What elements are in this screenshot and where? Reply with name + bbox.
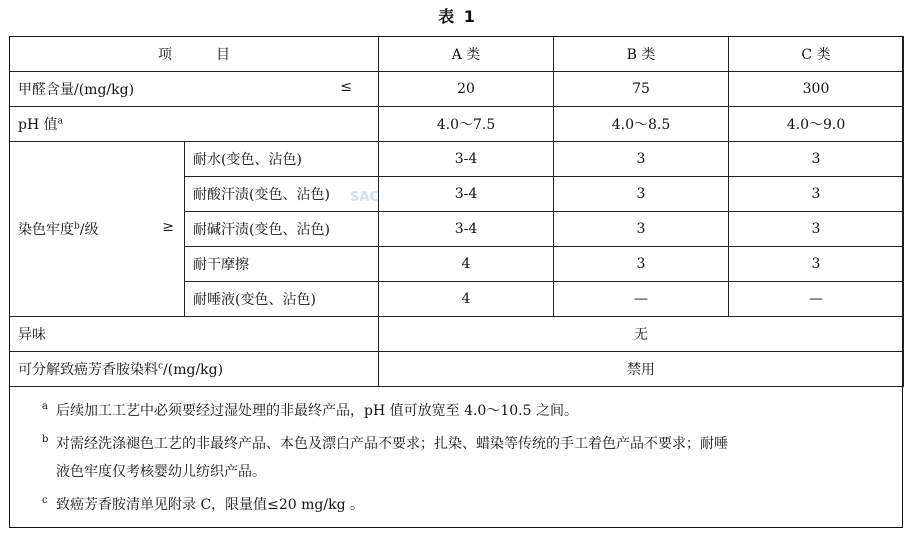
formaldehyde-a: 20	[379, 72, 554, 107]
footnote-c-mark: c	[42, 495, 48, 506]
sac-watermark: SAC	[350, 190, 379, 205]
table-frame	[9, 36, 903, 528]
fastness-item-c: 3	[729, 177, 904, 212]
fastness-item-c: —	[729, 282, 904, 317]
fastness-item-b: —	[554, 282, 729, 317]
fastness-item-b: 3	[554, 177, 729, 212]
fastness-item-a: 3-4	[379, 212, 554, 247]
fastness-item-b: 3	[554, 212, 729, 247]
formaldehyde-c: 300	[729, 72, 904, 107]
header-item-text: 项	[158, 47, 216, 63]
fastness-item-name: 耐唾液(变色、沾色)	[185, 282, 379, 317]
fastness-footnote-mark: b	[74, 221, 80, 232]
ph-footnote-mark: a	[57, 116, 63, 127]
formaldehyde-b: 75	[554, 72, 729, 107]
fastness-item-a: 4	[379, 247, 554, 282]
footnote-b-mark: b	[42, 434, 49, 445]
footnote-a-mark: a	[42, 401, 48, 412]
footnote-c-text: 致癌芳香胺清单见附录 C，限量值≤20 mg/kg 。	[56, 497, 365, 513]
amine-footnote-mark: c	[158, 361, 164, 372]
odor-value: 无	[379, 317, 904, 352]
fastness-limit: ≥	[162, 219, 174, 235]
formaldehyde-limit: ≤	[340, 79, 352, 95]
header-a: A 类	[379, 37, 554, 72]
fastness-label: 染色牢度	[18, 222, 74, 238]
formaldehyde-label: 甲醛含量/(mg/kg)	[18, 82, 135, 98]
fastness-item-a: 3-4	[379, 142, 554, 177]
fastness-item-c: 3	[729, 212, 904, 247]
amine-label: 可分解致癌芳香胺染料	[18, 362, 158, 378]
fastness-item-c: 3	[729, 247, 904, 282]
header-c: C 类	[729, 37, 904, 72]
footnote-a-text: 后续加工工艺中必须要经过湿处理的非最终产品，pH 值可放宽至 4.0～10.5 之间。	[56, 403, 578, 419]
ph-b: 4.0～8.5	[554, 107, 729, 142]
ph-label: pH 值	[18, 117, 58, 133]
odor-label: 异味	[10, 317, 379, 352]
fastness-item-b: 3	[554, 247, 729, 282]
fastness-item-a: 3-4	[379, 177, 554, 212]
header-item: 项目	[10, 37, 379, 72]
table-title: 表 1	[438, 7, 477, 26]
fastness-item-b: 3	[554, 142, 729, 177]
ph-c: 4.0～9.0	[729, 107, 904, 142]
amine-value: 禁用	[379, 352, 904, 387]
fastness-item-c: 3	[729, 142, 904, 177]
fastness-item-name: 耐水(变色、沾色)	[185, 142, 379, 177]
ph-a: 4.0～7.5	[379, 107, 554, 142]
header-b: B 类	[554, 37, 729, 72]
amine-label-tail: /(mg/kg)	[163, 362, 224, 378]
fastness-label-tail: /级	[79, 222, 99, 238]
fastness-item-name: 耐酸汗渍(变色、沾色)	[185, 177, 379, 212]
fastness-item-a: 4	[379, 282, 554, 317]
fastness-item-name: 耐碱汗渍(变色、沾色)	[185, 212, 379, 247]
fastness-item-name: 耐干摩擦	[185, 247, 379, 282]
footnote-b-line1: 对需经洗涤褪色工艺的非最终产品、本色及漂白产品不要求；扎染、蜡染等传统的手工着色产品不要求；耐唾	[56, 436, 728, 452]
footnote-b-line2: 液色牢度仅考核婴幼儿纺织产品。	[56, 464, 266, 480]
